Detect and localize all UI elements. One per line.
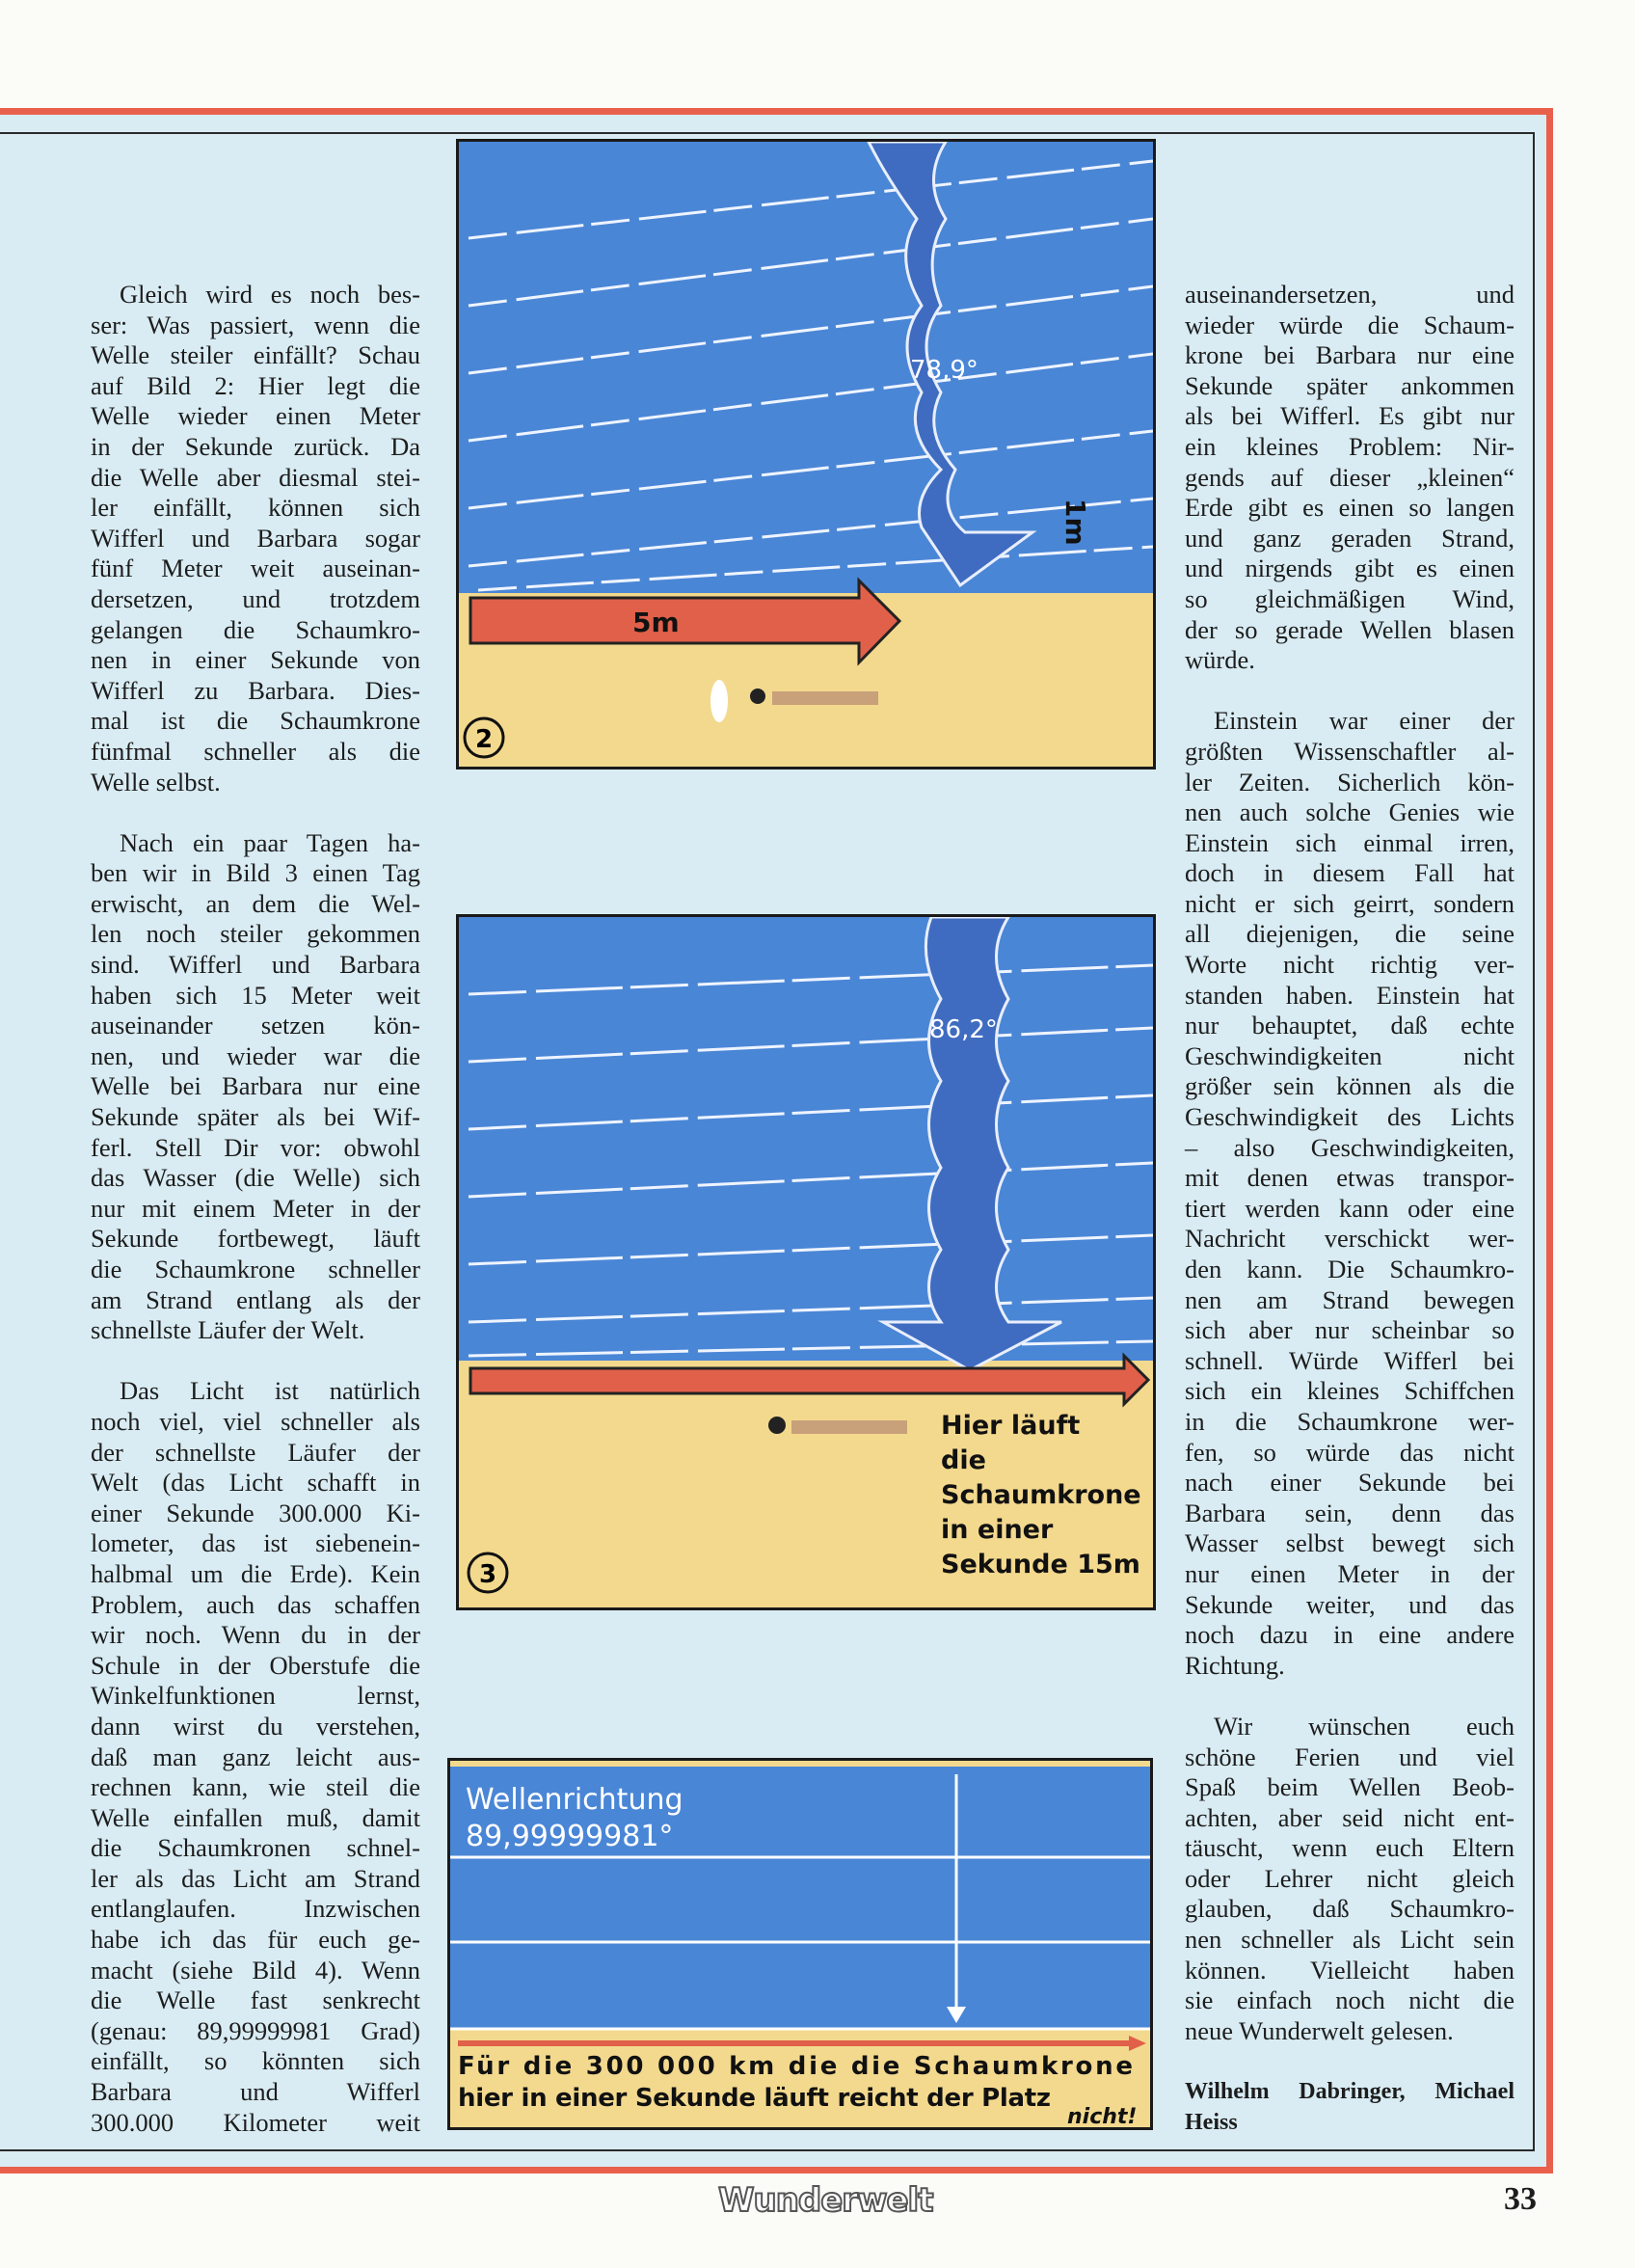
- text-line: Welle einfallen muß, damit: [91, 1802, 420, 1832]
- text-line: ben wir in Bild 3 einen Tag: [91, 858, 420, 888]
- text-line: ler Zeiten. Sicherlich kön-: [1185, 767, 1514, 796]
- text-line: nen, und wieder war die: [91, 1040, 420, 1070]
- text-line: fünf Meter weit auseinan-: [91, 554, 420, 583]
- text-line: auf Bild 2: Hier legt die: [91, 370, 420, 400]
- text-line: sich aber nur scheinbar so: [1185, 1315, 1514, 1345]
- text-line: auseinander setzen kön-: [91, 1011, 420, 1040]
- text-line: Nach ein paar Tagen ha-: [120, 827, 420, 857]
- text-line: daß man ganz leicht aus-: [91, 1742, 420, 1771]
- text-line: nur behauptet, daß echte: [1185, 1011, 1514, 1040]
- text-line: 300.000 Kilometer weit: [91, 2107, 420, 2137]
- text-line: die Schaumkronen schnel-: [91, 1833, 420, 1863]
- text-line: so gleichmäßigen Wind,: [1185, 583, 1514, 613]
- page-number: 33: [1504, 2181, 1537, 2217]
- figure-2: [456, 139, 1156, 770]
- text-line: nicht er sich geirrt, sondern: [1185, 888, 1514, 918]
- paragraph: [1185, 1712, 1514, 2047]
- text-line: achten, aber seid nicht ent-: [1185, 1802, 1514, 1832]
- text-line: Barbara sein, denn das: [1185, 1498, 1514, 1527]
- text-line: sind. Wifferl und Barbara: [91, 950, 420, 980]
- text-line: nur mit einem Meter in der: [91, 1193, 420, 1223]
- text-line: Welle selbst.: [91, 767, 221, 796]
- text-line: rechnen kann, wie steil die: [91, 1772, 420, 1802]
- text-line: und nirgends gibt es einen: [1185, 554, 1514, 583]
- text-line: erwischt, an dem die Wel-: [91, 888, 420, 918]
- text-line: (genau: 89,99999981 Grad): [91, 2015, 420, 2045]
- text-line: standen haben. Einstein hat: [1185, 980, 1514, 1010]
- caption-line-3: nicht!: [1067, 2105, 1138, 2127]
- text-line: der schnellste Läufer der: [91, 1437, 420, 1467]
- paragraph: [91, 828, 420, 1346]
- text-line: dersetzen, und trotzdem: [91, 583, 420, 613]
- text-line: in der Sekunde zurück. Da: [91, 431, 420, 461]
- figure-number: 3: [478, 1560, 497, 1589]
- caption-line-2: hier in einer Sekunde läuft reicht der Platz: [458, 2084, 1051, 2113]
- text-line: schnell. Würde Wifferl bei: [1185, 1345, 1514, 1375]
- distance-label: 5m: [632, 607, 680, 638]
- magazine-logo: Wunderwelt: [718, 2181, 933, 2220]
- text-line: dann wirst du verstehen,: [91, 1711, 420, 1741]
- text-line: Einstein sich einmal irren,: [1185, 827, 1514, 857]
- text-line: auseinandersetzen, und: [1185, 280, 1514, 309]
- text-line: Welle steiler einfällt? Schau: [91, 340, 420, 370]
- text-line: fen, so würde das nicht: [1185, 1437, 1514, 1467]
- text-line: schnellste Läufer der Welt.: [91, 1315, 365, 1345]
- text-line: größer sein können als die: [1185, 1071, 1514, 1101]
- figure-number: 2: [474, 725, 494, 754]
- caption-line: in einer: [941, 1515, 1054, 1545]
- right-column: [1185, 280, 1514, 2169]
- text-line: in die Schaumkrone wer-: [1185, 1406, 1514, 1436]
- paragraph: [91, 1376, 420, 2138]
- text-line: das Wasser (die Welle) sich: [91, 1163, 420, 1193]
- wave-step-label: 1m: [1059, 499, 1091, 546]
- caption-line: Schaumkrone: [941, 1480, 1141, 1510]
- paragraph: [1185, 280, 1514, 676]
- text-line: fünfmal schneller als die: [91, 736, 420, 766]
- text-line: noch dazu in eine andere: [1185, 1620, 1514, 1650]
- text-line: Wasser selbst bewegt sich: [1185, 1528, 1514, 1558]
- caption-line: die: [941, 1445, 986, 1475]
- text-line: Sekunde später als bei Wif-: [91, 1102, 420, 1132]
- text-line: Welle bei Barbara nur eine: [91, 1071, 420, 1101]
- paragraph: [1185, 706, 1514, 1681]
- text-line: würde.: [1185, 645, 1255, 675]
- text-line: schöne Ferien und viel: [1185, 1742, 1514, 1771]
- text-line: Nachricht verschickt wer-: [1185, 1224, 1514, 1254]
- text-line: können. Vielleicht haben: [1185, 1955, 1514, 1984]
- text-line: ler als das Licht am Strand: [91, 1863, 420, 1893]
- text-line: len noch steiler gekommen: [91, 919, 420, 949]
- text-line: wir noch. Wenn du in der: [91, 1620, 420, 1650]
- text-line: mal ist die Schaumkrone: [91, 706, 420, 736]
- text-line: halbmal um die Erde). Kein: [91, 1558, 420, 1588]
- text-line: sich ein kleines Schiffchen: [1185, 1376, 1514, 1406]
- caption-line: Hier läuft: [941, 1411, 1081, 1441]
- text-line: Geschwindigkeit des Lichts: [1185, 1102, 1514, 1132]
- text-line: Sekunde weiter, und das: [1185, 1589, 1514, 1619]
- text-line: täuscht, wenn euch Eltern: [1185, 1833, 1514, 1863]
- text-line: Worte nicht richtig ver-: [1185, 950, 1514, 980]
- text-line: sie einfach noch nicht die: [1185, 1985, 1514, 2015]
- text-line: gends auf dieser „kleinen“: [1185, 462, 1514, 492]
- text-line: haben sich 15 Meter weit: [91, 980, 420, 1010]
- text-line: Welt (das Licht schafft in: [91, 1468, 420, 1498]
- text-line: Gleich wird es noch bes-: [120, 280, 420, 309]
- text-line: ler einfällt, können sich: [91, 493, 420, 523]
- text-line: lometer, das ist siebenein-: [91, 1528, 420, 1558]
- text-line: wieder würde die Schaum-: [1185, 310, 1514, 339]
- text-line: all diejenigen, die seine: [1185, 919, 1514, 949]
- figure-title: Wellenrichtung: [466, 1783, 683, 1817]
- text-line: – also Geschwindigkeiten,: [1185, 1132, 1514, 1162]
- text-line: Spaß beim Wellen Beob-: [1185, 1772, 1514, 1802]
- text-line: größten Wissenschaftler al-: [1185, 736, 1514, 766]
- left-column: [91, 280, 420, 2169]
- text-line: Geschwindigkeiten nicht: [1185, 1040, 1514, 1070]
- text-line: habe ich das für euch ge-: [91, 1925, 420, 1955]
- text-line: Schule in der Oberstufe die: [91, 1650, 420, 1680]
- text-line: doch in diesem Fall hat: [1185, 858, 1514, 888]
- text-line: am Strand entlang als der: [91, 1284, 420, 1314]
- text-line: nen am Strand bewegen: [1185, 1284, 1514, 1314]
- text-line: tiert werden kann oder eine: [1185, 1193, 1514, 1223]
- text-line: und ganz geraden Strand,: [1185, 523, 1514, 553]
- text-line: noch viel, viel schneller als: [91, 1406, 420, 1436]
- text-line: Richtung.: [1185, 1650, 1285, 1680]
- text-line: ferl. Stell Dir vor: obwohl: [91, 1132, 420, 1162]
- text-line: nen in einer Sekunde von: [91, 645, 420, 675]
- text-line: die Welle fast senkrecht: [91, 1985, 420, 2015]
- text-line: als bei Wifferl. Es gibt nur: [1185, 401, 1514, 431]
- figure-4: [447, 1758, 1153, 2130]
- text-line: nur einen Meter in der: [1185, 1558, 1514, 1588]
- author-line: Wilhelm Dabringer, Michael: [1185, 2079, 1514, 2105]
- text-line: den kann. Die Schaumkro-: [1185, 1255, 1514, 1283]
- paragraph: [91, 280, 420, 797]
- text-line: Sekunde später ankommen: [1185, 370, 1514, 400]
- text-line: glauben, daß Schaumkro-: [1185, 1894, 1514, 1924]
- text-line: gelangen die Schaumkro-: [91, 614, 420, 644]
- angle-label: 86,2°: [929, 1015, 998, 1044]
- text-line: ein kleines Problem: Nir-: [1185, 431, 1514, 461]
- text-line: Barbara und Wifferl: [91, 2077, 420, 2107]
- text-line: einfällt, so könnten sich: [91, 2046, 420, 2076]
- text-line: einer Sekunde 300.000 Ki-: [91, 1498, 420, 1527]
- figure-3: [456, 914, 1156, 1610]
- author-byline: [1185, 2077, 1514, 2138]
- text-line: Problem, auch das schaffen: [91, 1589, 420, 1619]
- angle-label: 78,9°: [910, 356, 978, 385]
- angle-label: 89,99999981°: [466, 1820, 674, 1853]
- text-line: Das Licht ist natürlich: [120, 1376, 420, 1406]
- text-line: Wir wünschen euch: [1214, 1711, 1514, 1741]
- text-line: die Schaumkrone schneller: [91, 1255, 420, 1283]
- text-line: ser: Was passiert, wenn die: [91, 310, 420, 339]
- text-line: macht (siehe Bild 4). Wenn: [91, 1955, 420, 1984]
- text-line: Winkelfunktionen lernst,: [91, 1681, 420, 1711]
- text-line: die Welle aber diesmal stei-: [91, 462, 420, 492]
- text-line: nen schneller als Licht sein: [1185, 1925, 1514, 1955]
- text-line: entlanglaufen. Inzwischen: [91, 1894, 420, 1924]
- text-line: der so gerade Wellen blasen: [1185, 614, 1514, 644]
- text-line: Welle wieder einen Meter: [91, 401, 420, 431]
- text-line: neue Wunderwelt gelesen.: [1185, 2015, 1454, 2045]
- author-line: Heiss: [1185, 2109, 1238, 2135]
- text-line: oder Lehrer nicht gleich: [1185, 1863, 1514, 1893]
- text-line: Wifferl und Barbara sogar: [91, 523, 420, 553]
- text-line: Erde gibt es einen so langen: [1185, 493, 1514, 523]
- caption-line-1: Für die 300 000 km die die Schaumkrone: [458, 2052, 1133, 2081]
- text-line: Wifferl zu Barbara. Dies-: [91, 675, 420, 705]
- caption-line: Sekunde 15m: [941, 1550, 1140, 1580]
- text-line: Einstein war einer der: [1214, 706, 1514, 736]
- text-line: mit denen etwas transpor-: [1185, 1163, 1514, 1193]
- text-line: nach einer Sekunde bei: [1185, 1468, 1514, 1498]
- text-line: krone bei Barbara nur eine: [1185, 340, 1514, 370]
- text-line: nen auch solche Genies wie: [1185, 797, 1514, 827]
- text-line: Sekunde fortbewegt, läuft: [91, 1224, 420, 1254]
